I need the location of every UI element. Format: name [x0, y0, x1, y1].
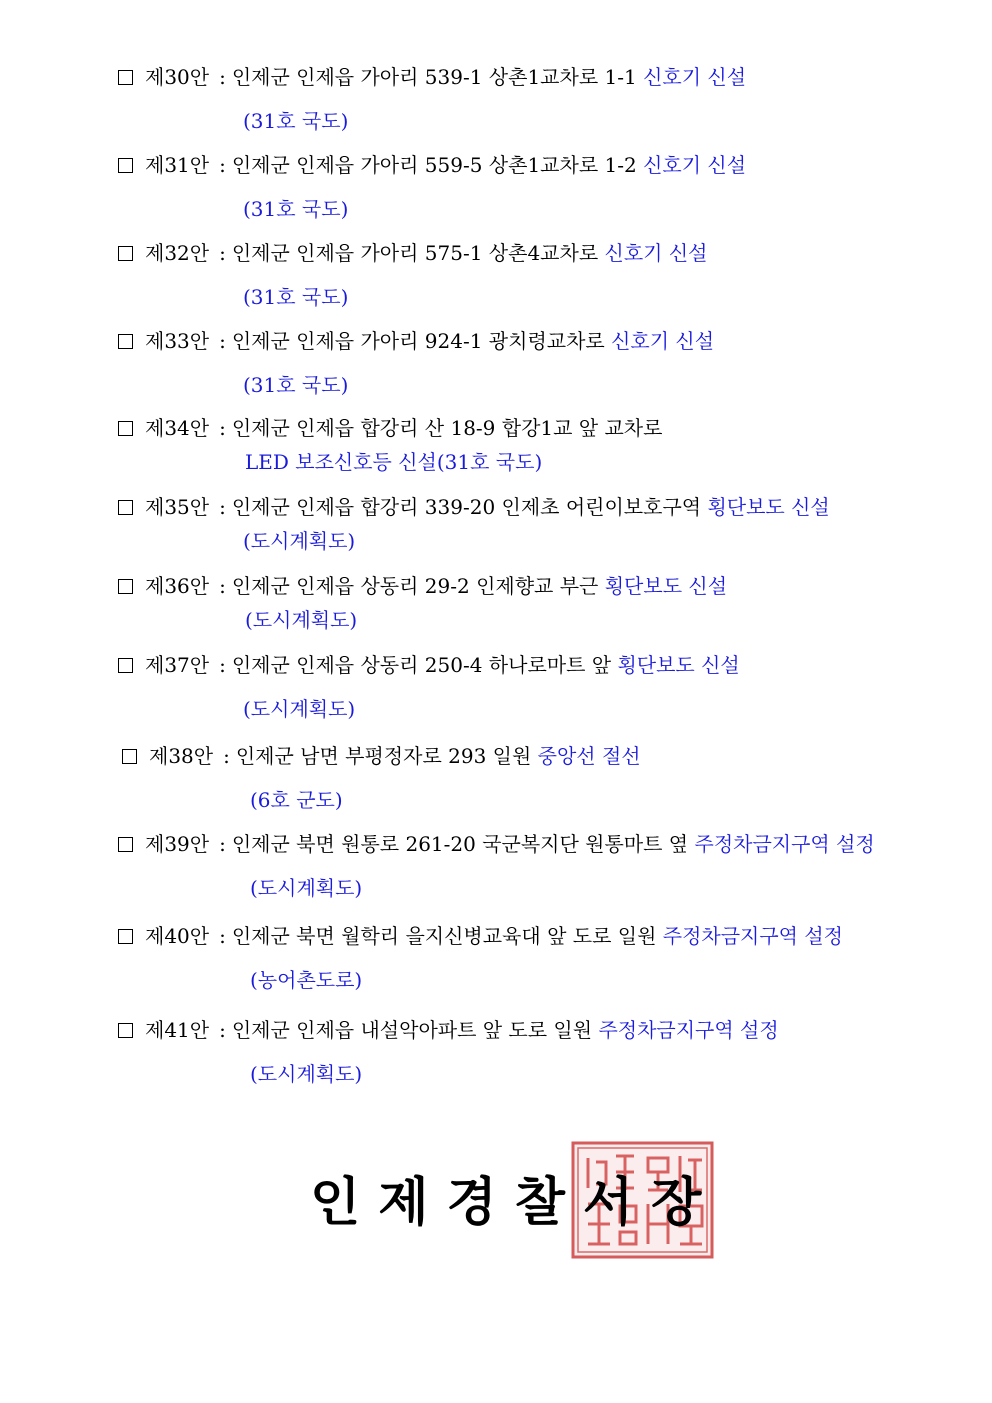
item-action: 신호기 신설	[604, 241, 708, 265]
item-description: 인제군 인제읍 상동리 29-2 인제향교 부근	[231, 574, 599, 598]
checkbox-square-icon	[118, 334, 133, 349]
list-item	[118, 650, 918, 724]
list-item	[118, 492, 918, 556]
item-number: 제37안	[145, 653, 210, 677]
item-action: 신호기 신설	[611, 329, 715, 353]
item-number: 제35안	[145, 495, 210, 519]
checkbox-square-icon	[118, 246, 133, 261]
colon: :	[219, 495, 226, 519]
checkbox-square-icon	[118, 837, 133, 852]
list-item	[118, 571, 918, 635]
item-description: 인제군 인제읍 가아리 559-5 상촌1교차로 1-2	[231, 153, 637, 177]
issuer-signature: 인제경찰서장	[310, 1173, 720, 1233]
list-item	[118, 921, 918, 995]
colon: :	[219, 241, 226, 265]
item-road: (도시계획도)	[245, 608, 358, 632]
item-road: (31호 국도)	[243, 197, 349, 221]
item-number: 제31안	[145, 153, 210, 177]
checkbox-square-icon	[118, 658, 133, 673]
checkbox-square-icon	[118, 929, 133, 944]
item-road: (도시계획도)	[250, 1062, 363, 1086]
item-description: 인제군 인제읍 합강리 339-20 인제초 어린이보호구역	[231, 495, 702, 519]
item-action: 중앙선 절선	[537, 744, 641, 768]
colon: :	[219, 65, 226, 89]
item-road: (31호 국도)	[243, 373, 349, 397]
colon: :	[219, 1018, 226, 1042]
colon: :	[219, 653, 226, 677]
item-road: (도시계획도)	[250, 876, 363, 900]
checkbox-square-icon	[118, 70, 133, 85]
colon: :	[219, 153, 226, 177]
item-road: (농어촌도로)	[250, 968, 363, 992]
item-description: 인제군 인제읍 내설악아파트 앞 도로 일원	[231, 1018, 593, 1042]
item-description: 인제군 인제읍 가아리 575-1 상촌4교차로	[231, 241, 599, 265]
colon: :	[219, 329, 226, 353]
item-number: 제41안	[145, 1018, 210, 1042]
item-number: 제40안	[145, 924, 210, 948]
colon: :	[223, 744, 230, 768]
item-description: 인제군 남면 부평정자로 293 일원	[235, 744, 532, 768]
item-number: 제36안	[145, 574, 210, 598]
item-road: (도시계획도)	[243, 529, 356, 553]
item-number: 제34안	[145, 416, 210, 440]
list-item	[118, 1015, 918, 1089]
checkbox-square-icon	[118, 500, 133, 515]
list-item	[118, 62, 918, 136]
item-description: 인제군 인제읍 가아리 539-1 상촌1교차로 1-1	[231, 65, 637, 89]
item-number: 제38안	[149, 744, 214, 768]
item-action: 주정차금지구역 설정	[598, 1018, 779, 1042]
item-description: 인제군 인제읍 합강리 산 18-9 합강1교 앞 교차로	[231, 416, 663, 440]
list-item	[118, 238, 918, 312]
list-item	[118, 413, 918, 477]
checkbox-square-icon	[122, 749, 137, 764]
item-number: 제32안	[145, 241, 210, 265]
list-item	[122, 741, 922, 815]
checkbox-square-icon	[118, 158, 133, 173]
list-item	[118, 326, 918, 400]
item-description: 인제군 인제읍 가아리 924-1 광치령교차로	[231, 329, 605, 353]
item-road: (31호 국도)	[243, 285, 349, 309]
item-road: (31호 국도)	[243, 109, 349, 133]
item-description: 인제군 북면 월학리 을지신병교육대 앞 도로 일원	[231, 924, 657, 948]
item-number: 제33안	[145, 329, 210, 353]
item-action: 신호기 신설	[643, 65, 747, 89]
item-action: 주정차금지구역 설정	[694, 832, 875, 856]
item-number: 제39안	[145, 832, 210, 856]
item-action: 횡단보도 신설	[604, 574, 728, 598]
item-description: 인제군 인제읍 상동리 250-4 하나로마트 앞	[231, 653, 612, 677]
item-road: LED 보조신호등 신설(31호 국도)	[245, 450, 543, 474]
item-action: 횡단보도 신설	[707, 495, 830, 519]
checkbox-square-icon	[118, 1023, 133, 1038]
colon: :	[219, 416, 226, 440]
checkbox-square-icon	[118, 579, 133, 594]
colon: :	[219, 574, 226, 598]
item-action: 주정차금지구역 설정	[662, 924, 843, 948]
item-number: 제30안	[145, 65, 210, 89]
item-description: 인제군 북면 원통로 261-20 국군복지단 원통마트 옆	[231, 832, 689, 856]
colon: :	[219, 832, 226, 856]
item-action: 신호기 신설	[643, 153, 747, 177]
item-road: (도시계획도)	[243, 697, 356, 721]
list-item	[118, 829, 918, 903]
item-action: 횡단보도 신설	[617, 653, 740, 677]
checkbox-square-icon	[118, 421, 133, 436]
item-road: (6호 군도)	[250, 788, 343, 812]
list-item	[118, 150, 918, 224]
colon: :	[219, 924, 226, 948]
